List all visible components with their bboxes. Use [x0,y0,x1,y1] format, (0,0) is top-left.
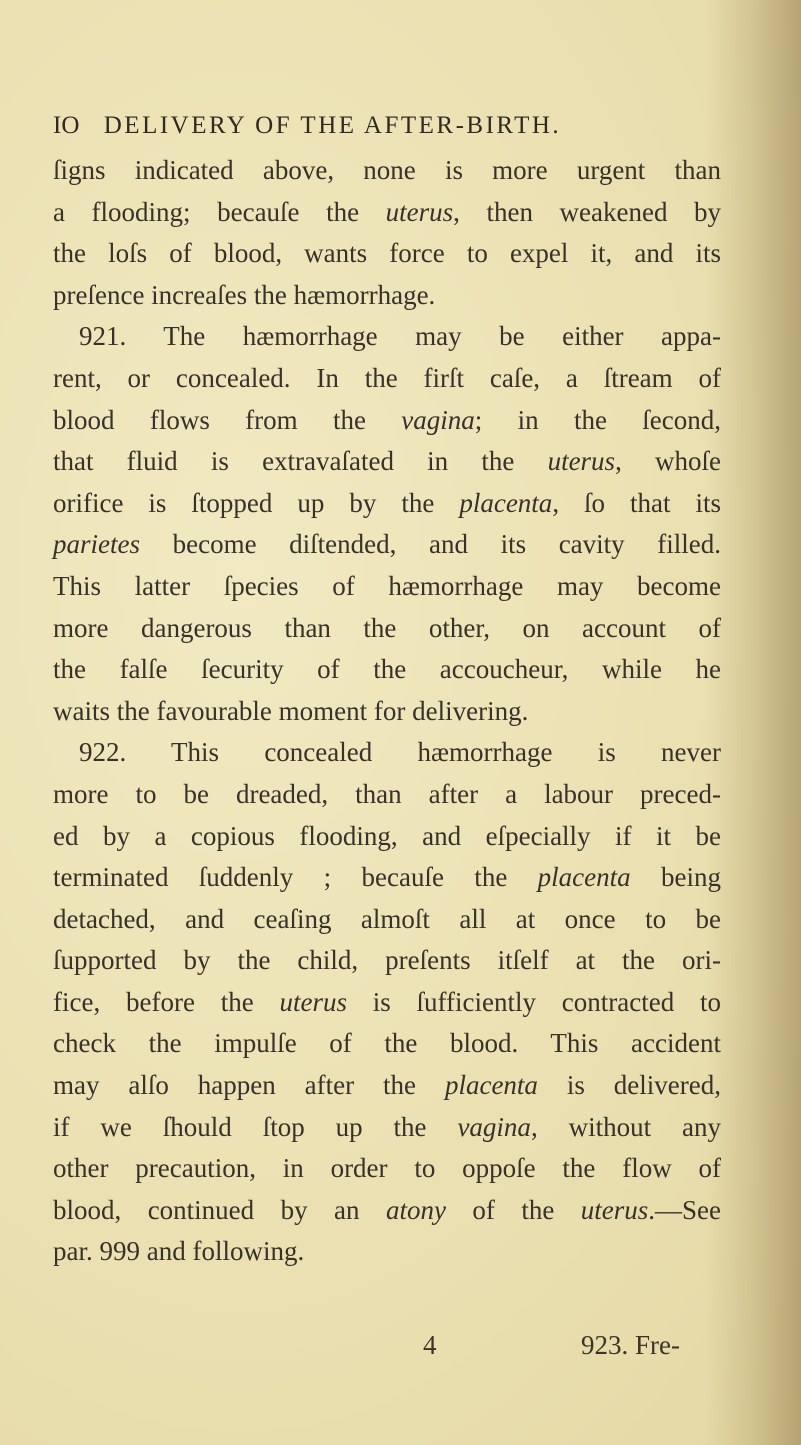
text-line [53,857,721,899]
text-run: of the [445,1194,581,1225]
italic-term: parietes [53,529,140,560]
text-run: more to be dreaded, than after a labour preced- [53,778,721,809]
body-text [53,150,721,1273]
italic-term: uterus [279,986,347,1017]
text-line [53,1023,721,1065]
text-line [53,524,721,566]
text-run: This latter ſpecies of hæmorrhage may become [53,570,721,601]
text-run: the loſs of blood, wants force to expel it, and its [53,238,721,269]
text-line [53,400,721,442]
italic-term: uterus [580,1194,649,1225]
text-run: 922. This concealed hæmorrhage is never [79,737,721,768]
text-run: , without any [530,1111,721,1142]
text-line [53,1107,721,1149]
text-line [53,275,721,317]
chapter-title: DELIVERY OF THE AFTER-BIRTH. [103,112,562,139]
text-run: par. 999 and following. [53,1236,305,1267]
text-line [53,1190,721,1232]
text-run: 921. The hæmorrhage may be either appa- [79,321,721,352]
text-line [53,940,721,982]
text-run: .—See [648,1194,721,1225]
text-line [53,483,721,525]
text-line [53,899,721,941]
text-run: detached, and ceaſing almoſt all at once to be [53,903,721,934]
text-run: preſence increaſes the hæmorrhage. [53,279,436,310]
text-line [53,649,721,691]
page-footer [53,1330,721,1370]
text-run: , ſo that its [552,487,722,518]
text-run: waits the favourable moment for delivering. [53,695,529,726]
text-run: rent, or concealed. In the firſt caſe, a ſtream of [53,362,721,393]
text-run: , then weakened by [453,196,722,227]
text-line [53,233,721,275]
text-run: the falſe ſecurity of the accoucheur, while he [53,654,721,685]
text-run: other precaution, in order to oppoſe the flow of [53,1153,721,1184]
text-run: a flooding; becauſe the [53,196,386,227]
text-line [53,608,721,650]
text-run: orifice is ſtopped up by the [53,487,460,518]
text-run: is ſufficiently contracted to [346,986,721,1017]
text-run: become diſtended, and its cavity filled. [140,529,721,560]
italic-term: uterus [385,196,454,227]
text-line [53,566,721,608]
text-run: fice, before the [53,986,280,1017]
text-run: more dangerous than the other, on account of [53,612,721,643]
text-run: blood, continued by an [53,1194,386,1225]
text-line [53,982,721,1024]
text-line [53,150,721,192]
text-run: ſigns indicated above, none is more urgent than [53,155,721,185]
italic-term: atony [385,1194,446,1225]
text-run: may alſo happen after the [53,1070,445,1101]
text-run: is delivered, [537,1070,721,1101]
text-line [53,691,721,733]
catchword: 923. Fre- [581,1330,680,1360]
text-line [53,1065,721,1107]
italic-term: placenta [444,1070,538,1101]
text-line [53,816,721,858]
text-run: blood flows from the [53,404,402,435]
text-line [53,358,721,400]
text-line [53,1231,721,1273]
italic-term: vagina [401,404,475,435]
text-run: ſupported by the child, preſents itſelf at the ori- [53,945,721,976]
text-line [53,1148,721,1190]
italic-term: placenta [537,862,631,893]
text-run: being [630,862,721,893]
text-run: , whoſe [615,446,721,477]
text-line [53,192,721,234]
italic-term: vagina [457,1111,531,1142]
text-line [53,441,721,483]
text-run: ed by a copious flooding, and eſpecially if it be [53,820,721,851]
text-line [53,316,721,358]
text-run: if we ſhould ſtop up the [53,1111,458,1142]
page-number: IO [53,112,80,139]
running-head [53,112,733,148]
text-run: ; in the ſecond, [474,404,721,435]
signature-mark: 4 [423,1330,437,1360]
text-run: terminated ſuddenly ; becauſe the [53,862,538,893]
text-run: that fluid is extravaſated in the [53,446,548,477]
italic-term: placenta [459,487,553,518]
text-line [53,774,721,816]
text-run: check the impulſe of the blood. This accident [53,1028,721,1059]
text-line [53,732,721,774]
italic-term: uterus [547,446,616,477]
